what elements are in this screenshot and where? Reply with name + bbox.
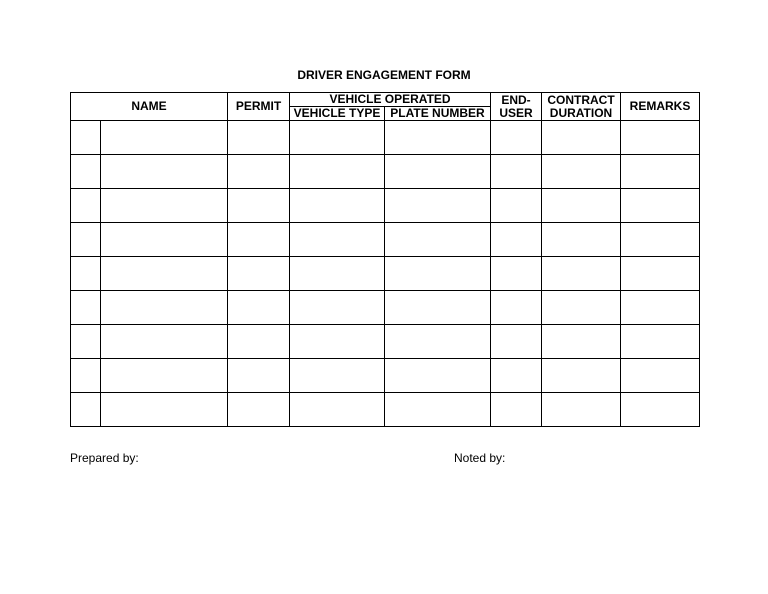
table-body	[71, 121, 700, 427]
cell-plate-number[interactable]	[385, 155, 491, 189]
cell-number[interactable]	[71, 291, 101, 325]
driver-engagement-table	[70, 92, 700, 427]
cell-remarks[interactable]	[621, 257, 700, 291]
cell-permit[interactable]	[228, 189, 290, 223]
cell-remarks[interactable]	[621, 325, 700, 359]
cell-end-user[interactable]	[491, 189, 542, 223]
cell-name[interactable]	[101, 189, 228, 223]
table-row	[71, 393, 700, 427]
cell-end-user[interactable]	[491, 257, 542, 291]
form-title: DRIVER ENGAGEMENT FORM	[297, 68, 471, 82]
header-end-user-line2: USER	[499, 105, 533, 120]
cell-vehicle-type[interactable]	[290, 155, 385, 189]
cell-permit[interactable]	[228, 359, 290, 393]
cell-remarks[interactable]	[621, 121, 700, 155]
cell-remarks[interactable]	[621, 291, 700, 325]
cell-remarks[interactable]	[621, 223, 700, 257]
cell-number[interactable]	[71, 155, 101, 189]
cell-plate-number[interactable]	[385, 291, 491, 325]
table-row	[71, 325, 700, 359]
cell-vehicle-type[interactable]	[290, 121, 385, 155]
cell-vehicle-type[interactable]	[290, 223, 385, 257]
cell-number[interactable]	[71, 189, 101, 223]
cell-permit[interactable]	[228, 155, 290, 189]
cell-remarks[interactable]	[621, 393, 700, 427]
table-row	[71, 359, 700, 393]
cell-permit[interactable]	[228, 223, 290, 257]
header-contract-duration-line2: DURATION	[549, 105, 613, 120]
cell-contract-duration[interactable]	[542, 325, 621, 359]
header-permit: PERMIT	[228, 93, 290, 121]
cell-contract-duration[interactable]	[542, 223, 621, 257]
noted-by-label: Noted by:	[454, 451, 506, 465]
cell-end-user[interactable]	[491, 393, 542, 427]
cell-contract-duration[interactable]	[542, 121, 621, 155]
cell-name[interactable]	[101, 223, 228, 257]
cell-plate-number[interactable]	[385, 189, 491, 223]
cell-contract-duration[interactable]	[542, 155, 621, 189]
cell-number[interactable]	[71, 325, 101, 359]
cell-permit[interactable]	[228, 393, 290, 427]
cell-name[interactable]	[101, 359, 228, 393]
prepared-by-label: Prepared by:	[70, 451, 139, 465]
cell-end-user[interactable]	[491, 223, 542, 257]
cell-name[interactable]	[101, 291, 228, 325]
cell-contract-duration[interactable]	[542, 291, 621, 325]
table-row	[71, 257, 700, 291]
cell-number[interactable]	[71, 121, 101, 155]
header-plate-number: PLATE NUMBER	[385, 107, 491, 121]
header-vehicle-operated: VEHICLE OPERATED	[290, 93, 491, 107]
table-row	[71, 223, 700, 257]
cell-end-user[interactable]	[491, 155, 542, 189]
table-row	[71, 189, 700, 223]
cell-end-user[interactable]	[491, 325, 542, 359]
cell-remarks[interactable]	[621, 189, 700, 223]
cell-contract-duration[interactable]	[542, 189, 621, 223]
cell-plate-number[interactable]	[385, 393, 491, 427]
cell-vehicle-type[interactable]	[290, 257, 385, 291]
cell-number[interactable]	[71, 257, 101, 291]
cell-number[interactable]	[71, 393, 101, 427]
header-vehicle-type: VEHICLE TYPE	[290, 107, 385, 121]
table-row	[71, 155, 700, 189]
cell-end-user[interactable]	[491, 121, 542, 155]
cell-plate-number[interactable]	[385, 359, 491, 393]
header-end-user-line1: END-	[501, 92, 531, 107]
cell-permit[interactable]	[228, 121, 290, 155]
cell-contract-duration[interactable]	[542, 257, 621, 291]
cell-name[interactable]	[101, 121, 228, 155]
cell-vehicle-type[interactable]	[290, 291, 385, 325]
cell-vehicle-type[interactable]	[290, 359, 385, 393]
cell-vehicle-type[interactable]	[290, 393, 385, 427]
table-row	[71, 121, 700, 155]
cell-vehicle-type[interactable]	[290, 189, 385, 223]
header-contract-duration-line1: CONTRACT	[547, 92, 615, 107]
cell-remarks[interactable]	[621, 155, 700, 189]
cell-number[interactable]	[71, 359, 101, 393]
cell-permit[interactable]	[228, 325, 290, 359]
header-name: NAME	[71, 93, 228, 121]
cell-remarks[interactable]	[621, 359, 700, 393]
cell-plate-number[interactable]	[385, 325, 491, 359]
cell-plate-number[interactable]	[385, 257, 491, 291]
header-remarks: REMARKS	[621, 93, 700, 121]
header-contract-duration	[542, 93, 621, 121]
cell-name[interactable]	[101, 325, 228, 359]
cell-name[interactable]	[101, 393, 228, 427]
cell-plate-number[interactable]	[385, 223, 491, 257]
header-end-user	[491, 93, 542, 121]
table-row	[71, 291, 700, 325]
cell-contract-duration[interactable]	[542, 359, 621, 393]
cell-vehicle-type[interactable]	[290, 325, 385, 359]
cell-permit[interactable]	[228, 291, 290, 325]
cell-end-user[interactable]	[491, 291, 542, 325]
cell-number[interactable]	[71, 223, 101, 257]
cell-name[interactable]	[101, 257, 228, 291]
cell-end-user[interactable]	[491, 359, 542, 393]
cell-permit[interactable]	[228, 257, 290, 291]
cell-contract-duration[interactable]	[542, 393, 621, 427]
cell-plate-number[interactable]	[385, 121, 491, 155]
cell-name[interactable]	[101, 155, 228, 189]
